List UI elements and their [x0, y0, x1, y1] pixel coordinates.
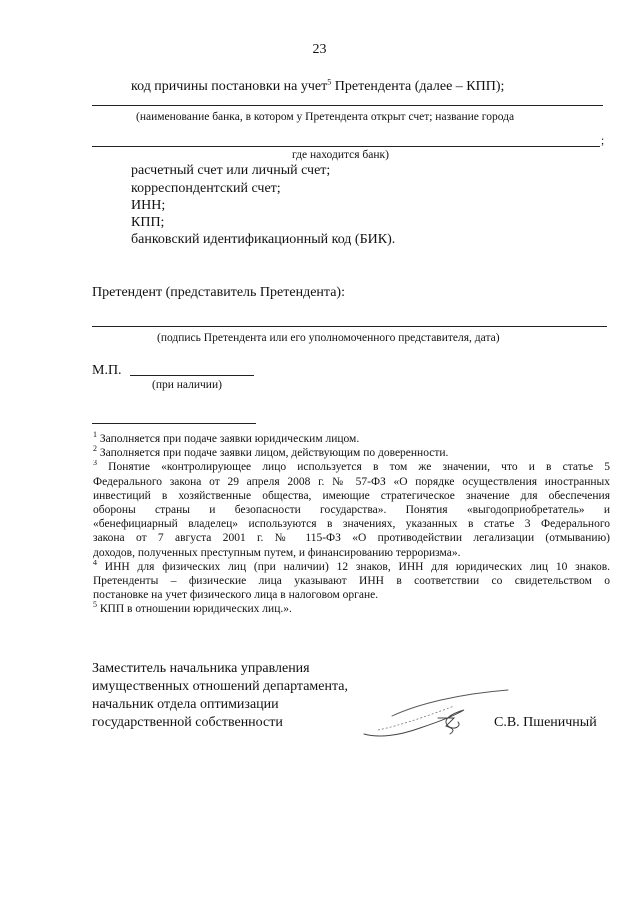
bank-name-rule-1 — [92, 105, 603, 106]
footnote-3-number: 3 — [93, 460, 97, 468]
stamp-caption: (при наличии) — [152, 379, 222, 391]
footnote-5 — [93, 602, 610, 616]
footnote-4-line-1 — [93, 560, 610, 574]
footnote-ref-5: 5 — [327, 77, 332, 87]
bank-semicolon: ; — [601, 135, 605, 147]
item-bik: банковский идентификационный код (БИК). — [131, 232, 396, 247]
footnote-4-number: 4 — [93, 559, 97, 567]
footnote-4-text-1: ИНН для физических лиц (при наличии) 12 знаков, ИНН для юридических лиц 10 знаков. — [97, 560, 610, 573]
bank-caption-2: где находится банк) — [292, 149, 389, 161]
kpp-line-tail: Претендента (далее – КПП); — [331, 79, 505, 94]
signatory-position-line-4: государственной собственности — [92, 715, 283, 730]
kpp-line-text: код причины постановки на учет — [131, 79, 328, 94]
item-correspondent-account: корреспондентский счет; — [131, 181, 281, 196]
footnote-4-line-2: Претенденты – физические лица указывают ИНН в соответствии со свидетельством о — [93, 574, 610, 587]
footnote-2-number: 2 — [93, 444, 97, 454]
signatory-position-line-3: начальник отдела оптимизации — [92, 697, 279, 712]
footnote-2 — [93, 446, 610, 460]
footnote-3-line-2: Федерального закона от 29 апреля 2008 г. № 57-ФЗ «О порядке осуществления иностранных — [93, 475, 610, 488]
footnote-3-line-3: инвестиций в хозяйственные общества, имеющие стратегическое значение для обеспечения — [93, 489, 610, 502]
footnotes — [93, 432, 610, 617]
footnote-separator — [92, 423, 256, 424]
footnote-4-line-3: постановке на учет физического лица в налоговом органе. — [93, 589, 379, 602]
footnote-3-line-6: закона от 7 августа 2001 г. № 115-ФЗ «О противодействии легализации (отмыванию) — [93, 532, 610, 545]
stamp-label: М.П. — [92, 363, 122, 378]
applicant-signature-rule — [92, 326, 607, 327]
footnote-3-line-1 — [93, 460, 610, 474]
footnote-3-line-4: обороны страны и безопасности государства». Понятия «выгодоприобретатель» и — [93, 503, 610, 516]
signatory-name: С.В. Пшеничный — [494, 715, 597, 730]
item-inn: ИНН; — [131, 198, 166, 213]
footnote-3-line-5: «бенефициарный владелец» используются в значениях, указанных в статье 3 Федерального — [93, 518, 610, 531]
applicant-label: Претендент (представитель Претендента): — [92, 285, 345, 300]
bank-name-rule-2 — [92, 146, 600, 147]
bank-caption-1: (наименование банка, в котором у Претендента открыт счет; название города — [136, 111, 515, 123]
item-kpp: КПП; — [131, 215, 165, 230]
signatory-position-line-1: Заместитель начальника управления — [92, 661, 310, 676]
signatory-position-line-2: имущественных отношений департамента, — [92, 679, 348, 694]
kpp-line — [131, 78, 504, 95]
footnote-3-line-7: доходов, полученных преступным путем, и финансированию терроризма». — [93, 546, 461, 559]
page-number: 23 — [312, 42, 327, 57]
footnote-5-number: 5 — [93, 600, 97, 610]
footnote-1 — [93, 432, 610, 446]
stamp-rule — [130, 375, 254, 376]
item-settlement-account: расчетный счет или личный счет; — [131, 163, 331, 178]
applicant-signature-caption: (подпись Претендента или его уполномоченного представителя, дата) — [157, 332, 500, 344]
footnote-2-text: Заполняется при подаче заявки лицом, действующим по доверенности. — [97, 447, 449, 460]
footnote-1-text: Заполняется при подаче заявки юридическим лицом. — [97, 433, 360, 445]
footnote-1-number: 1 — [93, 430, 97, 440]
footnote-3-text-1: Понятие «контролирующее лицо используется в том же значении, что и в статье 5 — [97, 461, 610, 474]
footnote-5-text: КПП в отношении юридических лиц.». — [97, 603, 292, 616]
